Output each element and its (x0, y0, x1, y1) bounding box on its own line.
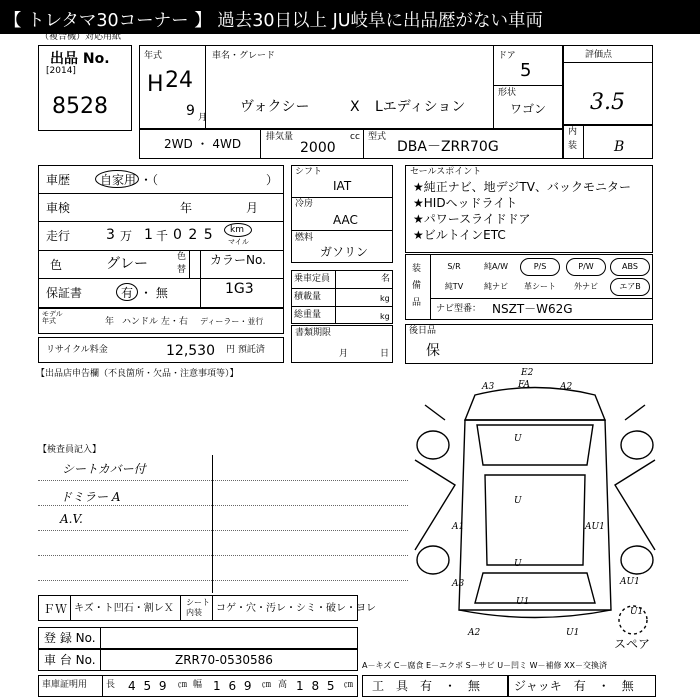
weight-label: 総重量 (294, 310, 322, 320)
interior-score: B (614, 139, 625, 155)
year-value: 24 (165, 68, 193, 93)
drive: 2WD ・ 4WD (164, 137, 242, 151)
diagram-mark: AU1 (620, 577, 640, 587)
selling-point-3: ★パワースライドドア (413, 212, 531, 226)
diagram-mark: U (514, 559, 522, 569)
model-label: 型式 (368, 132, 387, 142)
date-stamp: [2014] (46, 66, 76, 76)
length-label: 長 (106, 680, 116, 690)
inspection-month-unit: 月 (246, 201, 259, 215)
car-name: ヴォクシー (240, 99, 310, 115)
height-label: 高 (278, 680, 288, 690)
selling-point-2: ★HIDヘッドライト (413, 196, 518, 210)
diagram-mark: FA (518, 380, 530, 390)
car-name-label: 車名・グレード (212, 51, 276, 61)
inspection-year-unit: 年 (180, 201, 193, 215)
capacity-unit: 名 (381, 274, 391, 284)
man-unit: 万 (120, 229, 133, 243)
inspector-note-2: ドミラー A (60, 490, 121, 504)
later-items-value: 保 (426, 343, 440, 359)
diagram-mark: A2 (468, 628, 481, 638)
lot-number: 8528 (52, 94, 108, 119)
color-no-label: カラーNo. (210, 253, 266, 267)
navi-model-label: ナビ型番： (436, 304, 482, 314)
history-rest: ・（ ） (140, 173, 279, 187)
shape-label: 形状 (498, 88, 517, 98)
model-year-unit: 年 (105, 317, 115, 327)
expiry-month: 月 (339, 349, 349, 359)
warranty-no: ・ 無 (140, 286, 168, 300)
expiry-label: 書類期限 (295, 328, 332, 338)
model-year-label: モデル年式 (42, 310, 63, 325)
seat-damage-codes: コゲ・穴・汚レ・シミ・破レ・ヨレ (216, 603, 376, 614)
aircon-value: AAC (333, 213, 358, 227)
width-value: 1 6 9 (213, 679, 254, 693)
diagram-mark: E2 (521, 368, 534, 378)
doors-value: 5 (520, 60, 532, 81)
height-unit: ㎝ (344, 680, 354, 690)
seat-label-2: 内装 (186, 608, 202, 617)
aircon-label: 冷房 (295, 199, 314, 209)
month-unit: 月 (198, 113, 208, 123)
month-value: 9 (186, 103, 195, 119)
grade: Lエディション (375, 99, 466, 115)
grade-x: X (350, 99, 360, 115)
model-code: DBA－ZRR70G (397, 139, 499, 155)
fuel-label: 燃料 (295, 233, 314, 243)
shift-value: IAT (333, 179, 352, 193)
diagram-mark: A3 (482, 382, 495, 392)
diagram-mark: U (514, 496, 522, 506)
equip-power-window: P/W (566, 258, 606, 276)
diagram-mark: AU1 (585, 522, 605, 532)
equipment-label-1: 装 (412, 264, 422, 274)
diagram-mark: U (514, 434, 522, 444)
equip-airbag: エアB (610, 278, 650, 296)
sen-unit: 千 (156, 229, 169, 243)
equip-navi: 純ナビ (484, 282, 508, 291)
equip-alloy-wheel: 純A/W (483, 262, 509, 271)
shift-label: シフト (295, 167, 323, 177)
inspector-note-1: シートカバー付 (62, 462, 146, 476)
equip-aftermarket-navi: 外ナビ (574, 282, 598, 291)
handle: ハンドル 左・右 (122, 317, 188, 327)
mileage-man: 3 (106, 227, 115, 243)
color-change-1: 色 (177, 252, 187, 262)
equipment-label-3: 品 (412, 298, 422, 308)
shape-value: ワゴン (510, 102, 547, 116)
width-unit: ㎝ (262, 680, 272, 690)
inspection-label: 車検 (46, 201, 71, 215)
height-value: 1 8 5 (296, 679, 337, 693)
report-label: 【出品店申告欄（不良箇所・欠品・注意事項等）】 (36, 369, 239, 379)
fuel-value: ガソリン (320, 245, 369, 259)
inspector-note-3: A.V. (60, 512, 83, 526)
mile-unit: マイル (228, 238, 249, 246)
length-value: 4 5 9 (128, 679, 169, 693)
interior-label-2: 装 (568, 141, 578, 151)
selling-points-label: セールスポイント (410, 167, 482, 177)
recycle-label: リサイクル料金 (46, 345, 108, 355)
load-unit: kg (380, 294, 390, 303)
weight-unit: kg (380, 312, 390, 321)
sheet-note: （複合機）対応用紙 (40, 32, 122, 42)
color-change-2: 替 (177, 265, 187, 275)
later-items-label: 後日品 (409, 326, 437, 336)
fw-label: ＦＷ (43, 602, 68, 616)
navi-model: NSZT－W62G (492, 302, 573, 316)
later-items-box (405, 324, 653, 364)
mileage-rest: 0 2 5 (173, 227, 214, 243)
diagram-mark: U1 (566, 628, 580, 638)
jack-label: ジャッキ 有 ・ 無 (514, 679, 634, 693)
tools-label: 工 具 有 ・ 無 (372, 679, 481, 693)
diagram-mark: A1 (452, 522, 465, 532)
km-unit: km (230, 225, 244, 235)
doors-label: ドア (498, 51, 516, 61)
diagram-mark: A3 (452, 579, 465, 589)
banner: 【 トレタマ30コーナー 】 過去30日以上 JU岐阜に出品歴がない車両 (0, 0, 700, 34)
score-label: 評価点 (585, 50, 613, 60)
mileage-sen: 1 (144, 227, 153, 243)
history-value: 自家用 (100, 173, 137, 187)
equip-abs: ABS (610, 258, 650, 276)
year-label: 年式 (144, 51, 163, 61)
registration-label: 登 録 No. (44, 631, 96, 645)
diagram-mark: U1 (630, 607, 644, 617)
interior-label-1: 内 (568, 127, 578, 137)
displacement-label: 排気量 (266, 132, 294, 142)
warranty-label: 保証書 (46, 286, 83, 300)
chassis-label: 車 台 No. (44, 653, 96, 667)
equip-tv: 純TV (444, 282, 464, 291)
seat-label-1: シート (186, 598, 210, 607)
chassis-number: ZRR70-0530586 (175, 653, 273, 667)
load-label: 積載量 (294, 292, 322, 302)
equip-sunroof: S/R (447, 262, 461, 271)
recycle-unit: 円 預託済 (226, 345, 265, 355)
diagram-mark: A2 (560, 382, 573, 392)
selling-point-1: ★純正ナビ、地デジTV、バックモニター (413, 180, 631, 194)
car-damage-diagram (405, 375, 665, 645)
dealer: ディーラー・並行 (200, 317, 264, 326)
year-era: H (147, 72, 164, 97)
selling-point-4: ★ビルトインETC (413, 228, 506, 242)
warranty-yes: 有 (121, 286, 134, 300)
garage-cert-label: 車庫証明用 (42, 680, 88, 690)
equipment-label-2: 備 (412, 281, 422, 291)
equip-leather-seat: 革シート (524, 282, 556, 291)
capacity-label: 乗車定員 (294, 274, 331, 284)
cc-unit: cc (350, 132, 360, 142)
displacement-value: 2000 (300, 140, 336, 156)
equip-power-steering: P/S (520, 258, 560, 276)
length-unit: ㎝ (178, 680, 188, 690)
mileage-label: 走行 (46, 229, 71, 243)
color-value: グレー (106, 256, 148, 272)
diagram-mark: U1 (516, 597, 530, 607)
color-label: 色 (50, 258, 63, 272)
expiry-day: 日 (380, 349, 390, 359)
damage-legend: A－キズ C－腐食 E－エクボ S－サビ U－凹ミ W－補修 XX－交換済 (362, 661, 608, 670)
history-label: 車歴 (46, 173, 71, 187)
score-value: 3.5 (590, 90, 625, 115)
spare-label: スペア (614, 637, 651, 651)
width-label: 幅 (193, 680, 203, 690)
fw-damage-codes: キズ・ト凹石・割レＸ (74, 603, 174, 614)
color-no-value: 1G3 (225, 281, 254, 297)
recycle-value: 12,530 (166, 343, 215, 359)
lot-label: 出品 No. (50, 51, 110, 67)
inspector-label: 【検査員記入】 (38, 445, 102, 455)
